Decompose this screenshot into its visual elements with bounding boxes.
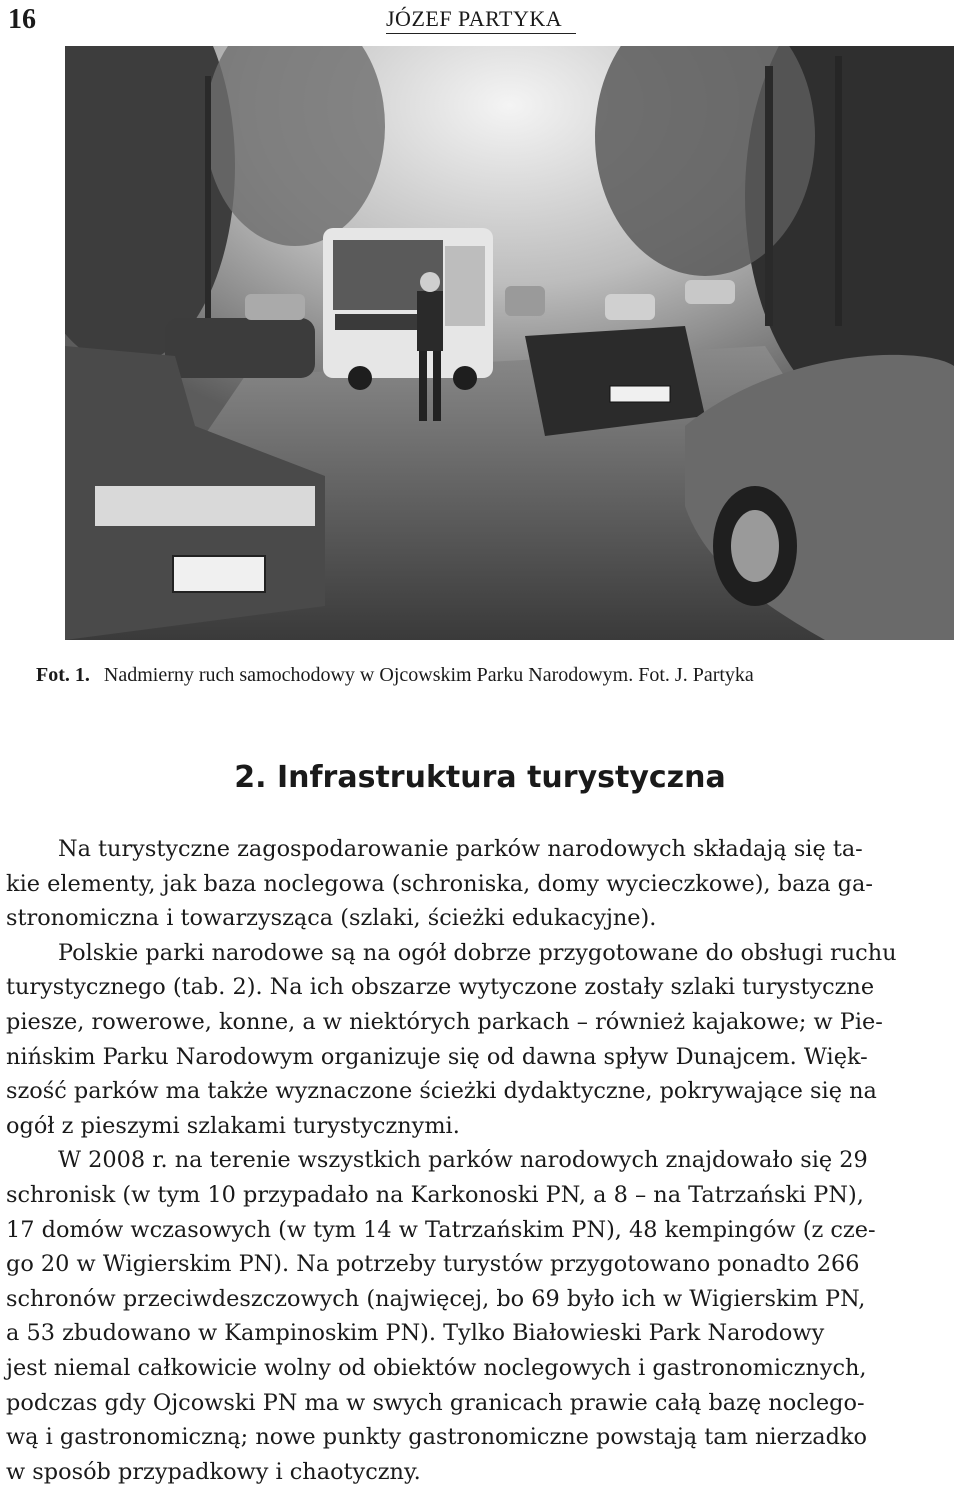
body-line: schronisk (w tym 10 przypadało na Karkonoski PN, a 8 – na Tatrzański PN), bbox=[6, 1181, 864, 1208]
header-rule bbox=[386, 33, 576, 34]
running-head: JÓZEF PARTYKA bbox=[386, 6, 563, 31]
caption-label: Fot. 1. bbox=[36, 664, 90, 686]
body-line: schronów przeciwdeszczowych (najwięcej, bo 69 było ich w Wigierskim PN, bbox=[6, 1285, 866, 1312]
body-line: jest niemal całkowicie wolny od obiektów noclegowych i gastronomicznych, bbox=[6, 1354, 867, 1381]
body-line: 17 domów wczasowych (w tym 14 w Tatrzańskim PN), 48 kempingów (z cze- bbox=[6, 1216, 876, 1243]
body-line: piesze, rowerowe, konne, a w niektórych parkach – również kajakowe; w Pie- bbox=[6, 1008, 883, 1035]
caption-text: Nadmierny ruch samochodowy w Ojcowskim Parku Narodowym. Fot. J. Partyka bbox=[103, 664, 754, 686]
body-line: stronomiczna i towarzysząca (szlaki, ścieżki edukacyjne). bbox=[6, 905, 657, 932]
figure-caption bbox=[36, 664, 754, 687]
body-line: W 2008 r. na terenie wszystkich parków narodowych znajdowało się 29 bbox=[58, 1147, 868, 1174]
body-line: w sposób przypadkowy i chaotyczny. bbox=[6, 1458, 421, 1485]
body-line: szość parków ma także wyznaczone ścieżki dydaktyczne, pokrywające się na bbox=[6, 1078, 877, 1105]
body-line: Polskie parki narodowe są na ogół dobrze przygotowane do obsługi ruchu bbox=[58, 939, 897, 966]
body-line: go 20 w Wigierskim PN). Na potrzeby turystów przygotowano ponadto 266 bbox=[6, 1251, 860, 1278]
body-line: turystycznego (tab. 2). Na ich obszarze wytyczone zostały szlaki turystyczne bbox=[6, 974, 875, 1001]
body-line: ogół z pieszymi szlakami turystycznymi. bbox=[6, 1112, 460, 1139]
body-line: kie elementy, jak baza noclegowa (schroniska, domy wycieczkowe), baza ga- bbox=[6, 870, 873, 897]
body-line: wą i gastronomiczną; nowe punkty gastronomiczne powstają tam nierzadko bbox=[6, 1424, 868, 1451]
body-line: podczas gdy Ojcowski PN ma w swych granicach prawie całą bazę noclego- bbox=[6, 1389, 865, 1416]
body-line: nińskim Parku Narodowym organizuje się od dawna spływ Dunajcem. Więk- bbox=[6, 1043, 868, 1070]
photo-traffic-jam bbox=[65, 46, 954, 640]
body-text bbox=[6, 832, 956, 1489]
body-line: Na turystyczne zagospodarowanie parków narodowych składają się ta- bbox=[58, 836, 863, 862]
page-number: 16 bbox=[8, 4, 36, 35]
section-heading: 2. Infrastruktura turystyczna bbox=[234, 760, 726, 795]
body-line: a 53 zbudowano w Kampinoskim PN). Tylko Białowieski Park Narodowy bbox=[6, 1320, 825, 1347]
